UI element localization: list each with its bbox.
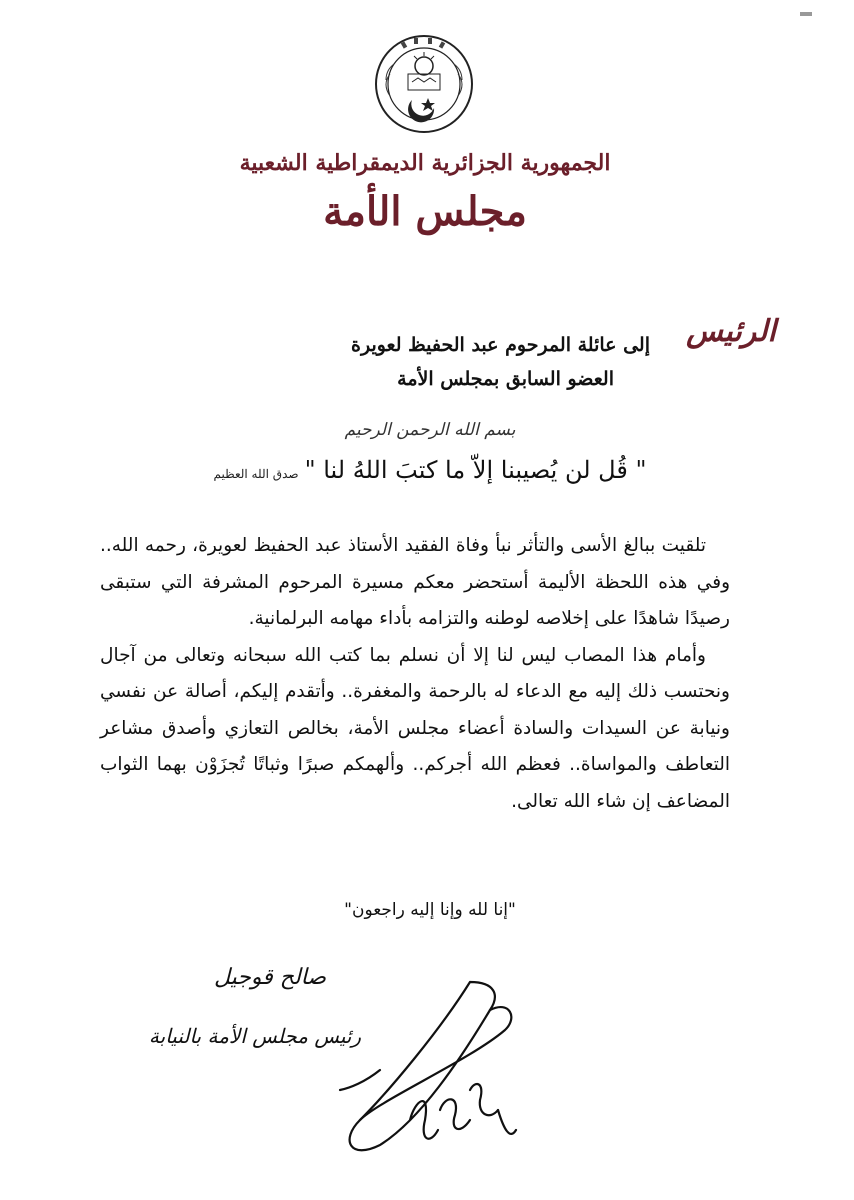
president-mark: الرئيس xyxy=(686,314,776,349)
letter-body xyxy=(100,528,730,820)
quran-verse xyxy=(210,456,650,484)
closing-phrase: "إنا لله وإنا إليه راجعون" xyxy=(344,900,516,920)
signer-name: صالح قوجيل xyxy=(213,965,327,990)
body-paragraph-1: تلقيت ببالغ الأسى والتأثر نبأ وفاة الفقيد الأستاذ عبد الحفيظ لعويرة، رحمه الله.. وفي هذه اللحظة الأليمة أستحضر معكم مسيرة المرحوم المشرفة التي ستبقى رصيدًا شاهدًا على إخلاصه لوطنه والتزامه بأداء مهامه البرلمانية. xyxy=(100,535,730,629)
signer-title: رئيس مجلس الأمة بالنيابة xyxy=(148,1024,362,1048)
council-name: مجلس الأمة xyxy=(323,188,527,235)
country-name: الجمهورية الجزائرية الديمقراطية الشعبية xyxy=(239,150,611,176)
verse-text: " قُل لن يُصيبنا إلاّ ما كتبَ اللهُ لنا " xyxy=(304,456,647,484)
addressee-line1: إلى عائلة المرحوم عبد الحفيظ لعويرة xyxy=(351,334,650,356)
basmala: بسم الله الرحمن الرحيم xyxy=(344,420,516,440)
body-paragraph-2: وأمام هذا المصاب ليس لنا إلا أن نسلم بما كتب الله سبحانه وتعالى من آجال ونحتسب ذلك إليه مع الدعاء له بالرحمة والمغفرة.. وأتقدم إليكم، أصالة عن نفسي ونيابة عن السيدات والسادة أعضاء مجلس الأمة، بخالص التعازي وأصدق مشاعر التعاطف والمواساة.. فعظم الله أجركم.. وألهمكم صبرًا وثباتًا تُجزَوْن بهما الثواب المضاعف إن شاء الله تعالى. xyxy=(100,644,730,812)
addressee-line2: العضو السابق بمجلس الأمة xyxy=(397,368,614,390)
handwritten-signature-icon xyxy=(320,970,530,1170)
addressee xyxy=(140,328,650,396)
national-emblem-icon xyxy=(372,34,476,134)
scan-artifact xyxy=(800,12,812,16)
verse-sadaq: صدق الله العظيم xyxy=(213,467,299,481)
